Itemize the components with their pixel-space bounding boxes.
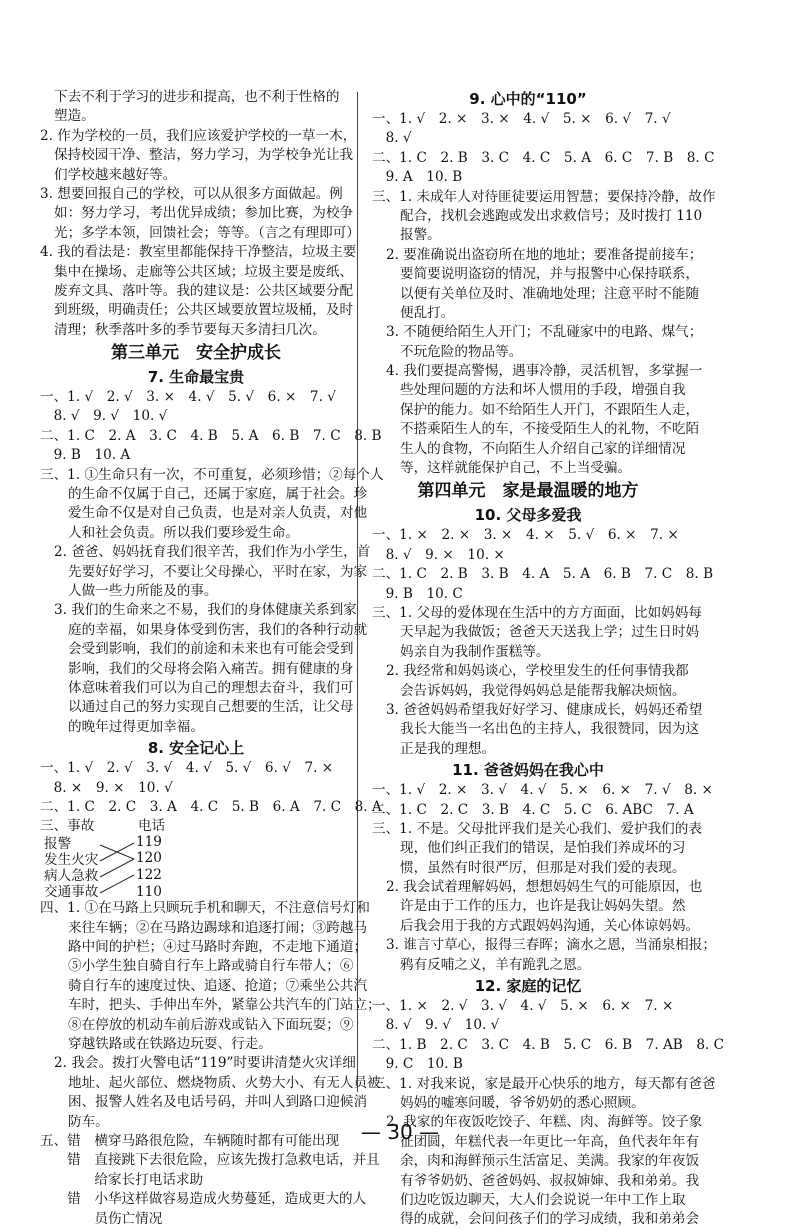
matching-lines: [40, 817, 352, 899]
text-line: 2. 爸爸、妈妈抚育我们很辛苦，我们作为小学生，首: [54, 544, 371, 561]
text-line: 天早起为我做饭；爸爸天天送我上学；过生日时妈: [400, 624, 700, 641]
page-number: — 30 —: [360, 1120, 440, 1144]
text-line: 征团圆，年糕代表一年更比一年高，鱼代表年年有: [400, 1133, 700, 1150]
event-item: 交通事故: [44, 884, 99, 901]
unit-4-title: 第四单元 家是最温暖的地方: [417, 481, 639, 502]
lesson-7-answers: [40, 388, 384, 737]
text-line: 8. √ 9. √ 10. √: [40, 408, 168, 425]
text-line: 爱生命不仅是对自己负责，也是对亲人负责，对他: [68, 505, 368, 522]
text-line: 4. 我们要提高警惕，遇事冷静，灵活机智，多掌握一: [386, 363, 703, 380]
text-line: 以便有关单位及时、准确地处理；注意平时不能随: [400, 285, 700, 302]
text-line: 鸦有反哺之义，羊有跪乳之恩。: [400, 956, 591, 973]
text-line: 四、1. ①在马路上只顾玩手机和聊天，不注意信号灯和: [40, 900, 370, 917]
text-line: 三、1. 对我来说，家是最开心快乐的地方，每天都有爸爸: [372, 1075, 716, 1092]
text-line: 得的成就，会问问孩子们的学习成绩，我和弟弟会: [400, 1211, 700, 1228]
text-line: 3. 爸爸妈妈希望我好好学习、健康成长，妈妈还希望: [386, 701, 703, 718]
text-line: 穿越铁路或在铁路边玩耍、行走。: [68, 1036, 272, 1053]
lesson-10-answers: [372, 526, 714, 759]
text-line: 人做一些力所能及的事。: [68, 582, 218, 599]
text-line: 废弃文具、落叶等。我的建议是：公共区域要分配: [54, 282, 354, 299]
text-line: ⑤小学生独自骑自行车上路或骑自行车带人；⑥: [68, 958, 354, 975]
left-column: [40, 88, 384, 1229]
lesson-10-title: 10. 父母多爱我: [474, 506, 582, 525]
text-line: 清理；秋季落叶多的季节要每天多清扫几次。: [54, 321, 326, 338]
text-line: 五、错 横穿马路很危险，车辆随时都有可能出现: [40, 1132, 340, 1149]
text-line: 的生命不仅属于自己，还属于家庭，属于社会。珍: [68, 486, 368, 503]
text-line: 错 小华这样做容易造成火势蔓延，造成更大的人: [40, 1191, 367, 1208]
phone-item: 120: [136, 850, 162, 867]
text-line: 配合，找机会逃跑或发出求救信号；及时拨打 110: [400, 207, 703, 224]
text-line: 会受到影响，我们的前途和未来也有可能会受到: [68, 641, 354, 658]
unit-3-title: 第三单元 安全护成长: [111, 343, 281, 364]
phone-item: 122: [136, 867, 162, 884]
text-line: 们学校越来越好等。: [54, 166, 177, 183]
text-line: 3. 不随便给陌生人开门；不乱碰家中的电路、煤气；: [386, 324, 703, 341]
text-line: 后我会用于我的方式跟妈妈沟通，关心体谅妈妈。: [400, 917, 700, 934]
text-line: 三、1. 不是。父母批评我们是关心我们、爱护我们的表: [372, 820, 702, 837]
match-line: [100, 875, 134, 893]
text-line: 二、1. C 2. B 3. B 4. A 5. A 6. B 7. C 8. B: [372, 566, 714, 583]
text-line: 我长大能当一名出色的主持人，我很赞同，因为这: [400, 721, 700, 738]
text-line: 路中间的护栏；④过马路时奔跑，不走地下通道；: [68, 939, 368, 956]
text-line: 以通过自己的努力实现自己想要的生活，让父母: [68, 699, 354, 716]
text-line: 三、1. 未成年人对待匪徒要运用智慧；要保持冷静，故作: [372, 188, 716, 205]
phone-item: 110: [136, 884, 162, 901]
text-line: 正是我的理想。: [400, 740, 496, 757]
text-line: 不搭乘陌生人的车，不接受陌生人的礼物，不吃陌: [400, 421, 700, 438]
match-line: [100, 843, 134, 861]
text-line: 到班级，明确责任；公共区域要放置垃圾桶，及时: [54, 302, 354, 319]
lesson-12-title: 12. 家庭的记忆: [474, 977, 582, 996]
lesson-7-title: 7. 生命最宝贵: [147, 368, 245, 387]
text-line: 2. 作为学校的一员，我们应该爱护学校的一草一木，: [40, 127, 357, 144]
text-line: 集中在操场、走廊等公共区域；垃圾主要是废纸、: [54, 263, 354, 280]
text-line: 会告诉妈妈，我觉得妈妈总是能帮我解决烦恼。: [400, 682, 686, 699]
text-line: 塑造。: [54, 108, 95, 125]
text-line: 地址、起火部位、燃烧物质、火势大小、有无人员被: [68, 1074, 381, 1091]
text-line: 二、1. C 2. C 3. A 4. C 5. B 6. A 7. C 8. A: [40, 798, 382, 815]
text-line: 困、报警人姓名及电话号码，并叫人到路口迎候消: [68, 1094, 368, 1111]
text-line: 保护的能力。如不给陌生人开门，不跟陌生人走，: [400, 401, 700, 418]
lesson-12-answers: [372, 997, 725, 1230]
text-line: 不玩危险的物品等。: [400, 343, 523, 360]
text-line: 惯，虽然有时很严厉，但那是对我们爱的表现。: [400, 859, 686, 876]
text-line: 二、1. C 2. B 3. C 4. C 5. A 6. C 7. B 8. C: [372, 149, 715, 166]
text-line: 二、1. C 2. A 3. C 4. B 5. A 6. B 7. C 8. B: [40, 427, 382, 444]
text-line: 一、1. × 2. √ 3. √ 4. √ 5. × 6. × 7. ×: [372, 998, 674, 1015]
text-line: 8. √ 9. √ 10. √: [372, 1017, 500, 1034]
text-line: 2. 我会试着理解妈妈，想想妈妈生气的可能原因，也: [386, 879, 703, 896]
text-line: 体意味着我们可以为自己的理想去奋斗，我们可: [68, 679, 354, 696]
text-line: 2. 我经常和妈妈谈心，学校里发生的任何事情我都: [386, 663, 689, 680]
phone-item: 119: [136, 834, 162, 851]
text-line: 8. √ 9. × 10. ×: [372, 546, 505, 563]
text-line: 人和社会负责。所以我们要珍爱生命。: [68, 524, 300, 541]
text-line: 2. 我会。拨打火警电话“119”时要讲清楚火灾详细: [54, 1055, 356, 1072]
event-item: 报警: [44, 836, 72, 853]
text-line: 2. 要准确说出盗窃所在地的地址；要准备提前接车；: [386, 246, 703, 263]
text-line: 防车。: [68, 1113, 109, 1130]
text-line: 如：努力学习，考出优异成绩；参加比赛，为校争: [54, 205, 354, 222]
text-line: 8. √: [372, 130, 412, 147]
table-head-right: 电话: [138, 818, 166, 835]
text-line: 3. 谁言寸草心，报得三春晖；滴水之恩，当涌泉相报；: [386, 937, 716, 954]
text-line: 保持校园干净、整洁，努力学习，为学校争光让我: [54, 147, 354, 164]
text-line: 3. 想要回报自己的学校，可以从很多方面做起。例: [40, 185, 343, 202]
text-line: 二、1. C 2. C 3. B 4. C 5. C 6. ABC 7. A: [372, 801, 694, 818]
text-line: 有爷爷奶奶、爸爸妈妈、叔叔婶婶、我和弟弟。我: [400, 1172, 700, 1189]
text-line: 一、1. √ 2. √ 3. √ 4. √ 5. √ 6. √ 7. ×: [40, 760, 334, 777]
text-line: 下去不利于学习的进步和提高，也不利于性格的: [54, 89, 340, 105]
text-line: 余，肉和海鲜预示生活富足、美满。我家的年夜饭: [400, 1153, 700, 1170]
intro-block: [40, 88, 360, 340]
text-line: 影响，我们的父母将会陷入痛苦。拥有健康的身: [68, 660, 354, 677]
text-line: 庭的幸福，如果身体受到伤害，我们的各种行动就: [68, 621, 368, 638]
table-head-left: 三、事故: [40, 818, 95, 835]
text-line: 9. C 10. B: [372, 1056, 463, 1073]
text-line: 来往车辆；②在马路边踢球和追逐打闹；③跨越马: [68, 919, 368, 936]
text-line: 9. A 10. B: [372, 169, 463, 186]
text-line: 错 直接跳下去很危险，应该先拨打急救电话，并且: [40, 1152, 380, 1169]
lesson-9-answers: [372, 110, 716, 478]
right-column: [372, 88, 725, 1230]
text-line: 骑自行车的速度过快、追逐、抢道；⑦乘坐公共汽: [68, 977, 368, 994]
text-line: 一、1. √ 2. √ 3. × 4. √ 5. √ 6. × 7. √: [40, 389, 336, 406]
text-line: 一、1. × 2. × 3. × 4. × 5. √ 6. × 7. ×: [372, 527, 679, 544]
lesson-9-title: 9. 心中的“110”: [469, 90, 587, 108]
match-line: [100, 859, 134, 877]
text-line: 2. 我家的年夜饭吃饺子、年糕、肉、海鲜等。饺子象: [386, 1114, 703, 1131]
text-line: ⑧在停放的机动车前后游戏或钻入下面玩耍；⑨: [68, 1016, 354, 1033]
text-line: 的晚年过得更加幸福。: [68, 718, 204, 735]
text-line: 要简要说明盗窃的情况，并与报警中心保持联系，: [400, 266, 700, 283]
matching-table: [40, 817, 352, 899]
text-line: 给家长打电话求助: [40, 1171, 204, 1188]
text-line: 便乱打。: [400, 304, 455, 321]
event-item: 发生火灾: [44, 852, 99, 869]
text-line: 等，这样就能保护自己，不上当受骗。: [400, 460, 632, 477]
lesson-8-answers-cont: [40, 899, 381, 1229]
lesson-8-title: 8. 安全记心上: [147, 739, 245, 758]
text-line: 许是由于工作的压力，也许是我让妈妈失望。然: [400, 898, 686, 915]
text-line: 4. 我的看法是：教室里都能保持干净整洁，垃圾主要: [40, 244, 357, 261]
text-line: 报警。: [400, 227, 441, 244]
event-item: 病人急救: [44, 868, 99, 885]
text-line: 9. B 10. C: [372, 585, 463, 602]
text-line: 8. × 9. × 10. √: [40, 779, 173, 796]
text-line: 3. 我们的生命来之不易，我们的身体健康关系到家: [54, 602, 357, 619]
text-line: 一、1. √ 2. × 3. √ 4. √ 5. × 6. × 7. √ 8. ×: [372, 782, 713, 799]
text-line: 车时，把头、手伸出车外，紧靠公共汽车的门站立；: [68, 997, 381, 1014]
text-line: 现，他们纠正我们的错误，是怕我们养成坏的习: [400, 840, 686, 857]
text-line: 一、1. √ 2. × 3. × 4. √ 5. × 6. √ 7. √: [372, 111, 671, 127]
lesson-8-answers: [40, 759, 382, 817]
text-line: 三、1. ①生命只有一次，不可重复，必须珍惜；②每个人: [40, 466, 384, 483]
text-line: 9. B 10. A: [40, 447, 131, 464]
lesson-11-title: 11. 爸爸妈妈在我心中: [452, 761, 604, 780]
text-line: 妈妈的嘘寒问暖，爷爷奶奶的悉心照顾。: [400, 1094, 645, 1111]
text-line: 生人的食物，不向陌生人介绍自己家的详细情况: [400, 440, 686, 457]
text-line: 二、1. B 2. C 3. C 4. B 5. C 6. B 7. AB 8. C: [372, 1036, 725, 1053]
text-line: 妈亲自为我制作蛋糕等。: [400, 643, 550, 660]
text-line: 员伤亡情况: [40, 1210, 163, 1227]
text-line: 三、1. 父母的爱体现在生活中的方方面面，比如妈妈每: [372, 604, 702, 621]
text-line: 光；多学本领，回馈社会；等等。（言之有理即可）: [54, 224, 360, 241]
lesson-11-answers: [372, 781, 716, 975]
text-line: 先要好好学习，不要让父母操心，平时在家，为家: [68, 563, 368, 580]
text-line: 们边吃饭边聊天，大人们会说说一年中工作上取: [400, 1191, 686, 1208]
text-line: 些处理问题的方法和坏人惯用的手段，增强自我: [400, 382, 686, 399]
